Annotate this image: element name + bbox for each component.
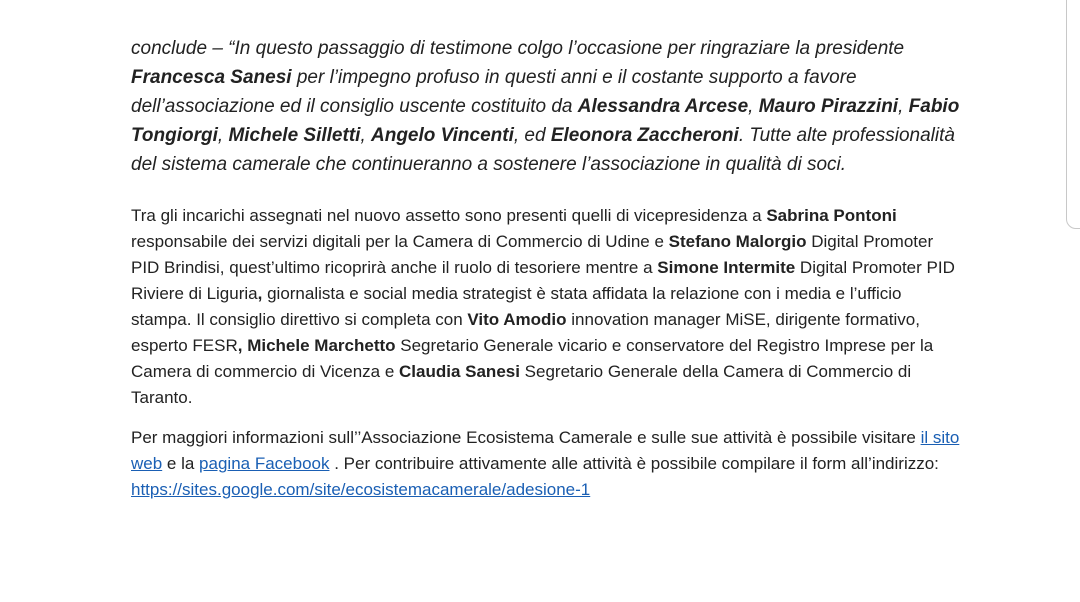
- name-claudia-sanesi: Claudia Sanesi: [399, 362, 520, 381]
- body-text: Segretario Generale della Camera di Commercio di Taranto.: [131, 362, 912, 407]
- info-paragraph: [131, 425, 961, 503]
- body-text: responsabile dei servizi digitali per la Camera di Commercio di Udine e: [131, 232, 669, 251]
- name-alessandra-arcese: Alessandra Arcese: [577, 96, 749, 117]
- body-text: Per maggiori informazioni sull’’Associazione Ecosistema Camerale e sulle sue attività è possibile visitare: [131, 428, 921, 447]
- quote-text: ,: [217, 125, 229, 146]
- bold-comma: ,: [257, 284, 263, 303]
- name-fabio-tongiorgi: Fabio Tongiorgi: [131, 96, 960, 146]
- membership-form-link[interactable]: https://sites.google.com/site/ecosistemacamerale/adesione-1: [131, 480, 591, 499]
- name-sabrina-pontoni: Sabrina Pontoni: [766, 206, 897, 225]
- body-text: e la: [162, 454, 200, 473]
- article-body: [131, 34, 961, 517]
- quote-text: , ed: [513, 125, 551, 146]
- facebook-page-link[interactable]: pagina Facebook: [199, 454, 330, 473]
- name-michele-marchetto: , Michele Marchetto: [237, 336, 396, 355]
- body-text: Digital Promoter PID Riviere di Liguria: [131, 258, 955, 303]
- website-link[interactable]: il sito web: [131, 428, 960, 473]
- name-simone-intermite: Simone Intermite: [657, 258, 796, 277]
- body-text: Digital Promoter PID Brindisi, quest’ultimo ricoprirà anche il ruolo di tesoriere mentre a: [131, 232, 934, 277]
- quote-text: ,: [360, 125, 371, 146]
- name-stefano-malorgio: Stefano Malorgio: [668, 232, 807, 251]
- body-text: innovation manager MiSE, dirigente formativo, esperto FESR: [131, 310, 920, 355]
- name-vito-amodio: Vito Amodio: [467, 310, 567, 329]
- name-mauro-pirazzini: Mauro Pirazzini: [758, 96, 899, 117]
- body-text: giornalista e social media strategist è stata affidata la relazione con i media e l’ufficio stampa. Il consiglio direttivo si completa con: [131, 284, 902, 329]
- body-text: Segretario Generale vicario e conservatore del Registro Imprese per la Camera di commercio di Vicenza e: [131, 336, 934, 381]
- name-francesca-sanesi: Francesca Sanesi: [131, 67, 292, 88]
- quote-paragraph: [131, 34, 961, 179]
- name-angelo-vincenti: Angelo Vincenti: [371, 125, 514, 146]
- quote-text: ,: [748, 96, 759, 117]
- body-text: . Per contribuire attivamente alle attività è possibile compilare il form all’indirizzo:: [329, 454, 939, 473]
- name-michele-silletti: Michele Silletti: [228, 125, 361, 146]
- quote-text: conclude – “In questo passaggio di testimone colgo l’occasione per ringraziare la presidente: [131, 38, 905, 59]
- quote-text: . Tutte alte professionalità del sistema camerale che continueranno a sostenere l’associazione in qualità di soci.: [131, 125, 955, 175]
- name-eleonora-zaccheroni: Eleonora Zaccheroni: [550, 125, 739, 146]
- side-panel: [1066, 0, 1080, 229]
- quote-text: per l’impegno profuso in questi anni e il costante supporto a favore dell’associazione ed il consiglio uscente costituito da: [131, 67, 857, 117]
- body-text: Tra gli incarichi assegnati nel nuovo assetto sono presenti quelli di vicepresidenza a: [131, 206, 767, 225]
- roles-paragraph: [131, 203, 961, 411]
- quote-text: ,: [898, 96, 909, 117]
